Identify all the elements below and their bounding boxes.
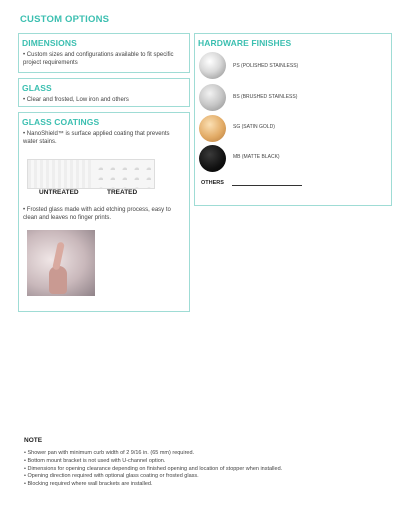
note-item: • Blocking required where wall brackets are installed. [24, 481, 153, 488]
glass-coatings-title: GLASS COATINGS [22, 117, 100, 127]
page-title: CUSTOM OPTIONS [20, 14, 110, 25]
note-item: • Bottom mount bracket is not used with U-channel option. [24, 457, 166, 464]
untreated-label: UNTREATED [39, 189, 79, 196]
satin-gold-swatch [199, 115, 226, 142]
others-label: OTHERS [201, 180, 224, 186]
coating-comparison-image [27, 159, 155, 189]
finish-label-ps: PS (POLISHED STAINLESS) [233, 63, 299, 69]
finish-label-mb: MB (MATTE BLACK) [233, 154, 280, 160]
hardware-finishes-title: HARDWARE FINISHES [198, 38, 292, 48]
note-section [24, 437, 394, 489]
matte-black-swatch [199, 145, 226, 172]
note-item: • Shower pan with minimum curb width of 2 9/16 in. (65 mm) required. [24, 450, 195, 456]
note-title: NOTE [24, 437, 43, 444]
frosted-glass-finger-image [27, 230, 95, 296]
finish-label-bs: BS (BRUSHED STAINLESS) [233, 94, 298, 100]
finish-label-sg: SG (SATIN GOLD) [233, 124, 275, 130]
glass-section [18, 78, 190, 107]
frosted-bullet: • Frosted glass made with acid etching process, easy to clean and leaves no finger prints. [23, 207, 171, 221]
glass-bullet: • Clear and frosted, Low iron and others [23, 97, 129, 103]
glass-title: GLASS [22, 83, 52, 93]
others-underline [232, 185, 302, 186]
polished-stainless-swatch [199, 52, 226, 79]
dimensions-section [18, 33, 190, 73]
note-item: • Dimensions for opening clearance depending on finished opening and location of stopper when installed. [24, 465, 283, 472]
dimensions-bullet: • Custom sizes and configurations available to fit specific project requirements [23, 52, 174, 66]
dimensions-title: DIMENSIONS [22, 38, 77, 48]
hardware-finishes-section [194, 33, 392, 206]
nanoshield-bullet: • NanoShield™ is surface applied coating that prevents water stains. [23, 131, 170, 145]
note-item: • Opening direction required with optional glass coating or frosted glass. [24, 473, 199, 480]
brushed-stainless-swatch [199, 84, 226, 111]
treated-label: TREATED [107, 189, 138, 196]
glass-coatings-section [18, 112, 190, 312]
